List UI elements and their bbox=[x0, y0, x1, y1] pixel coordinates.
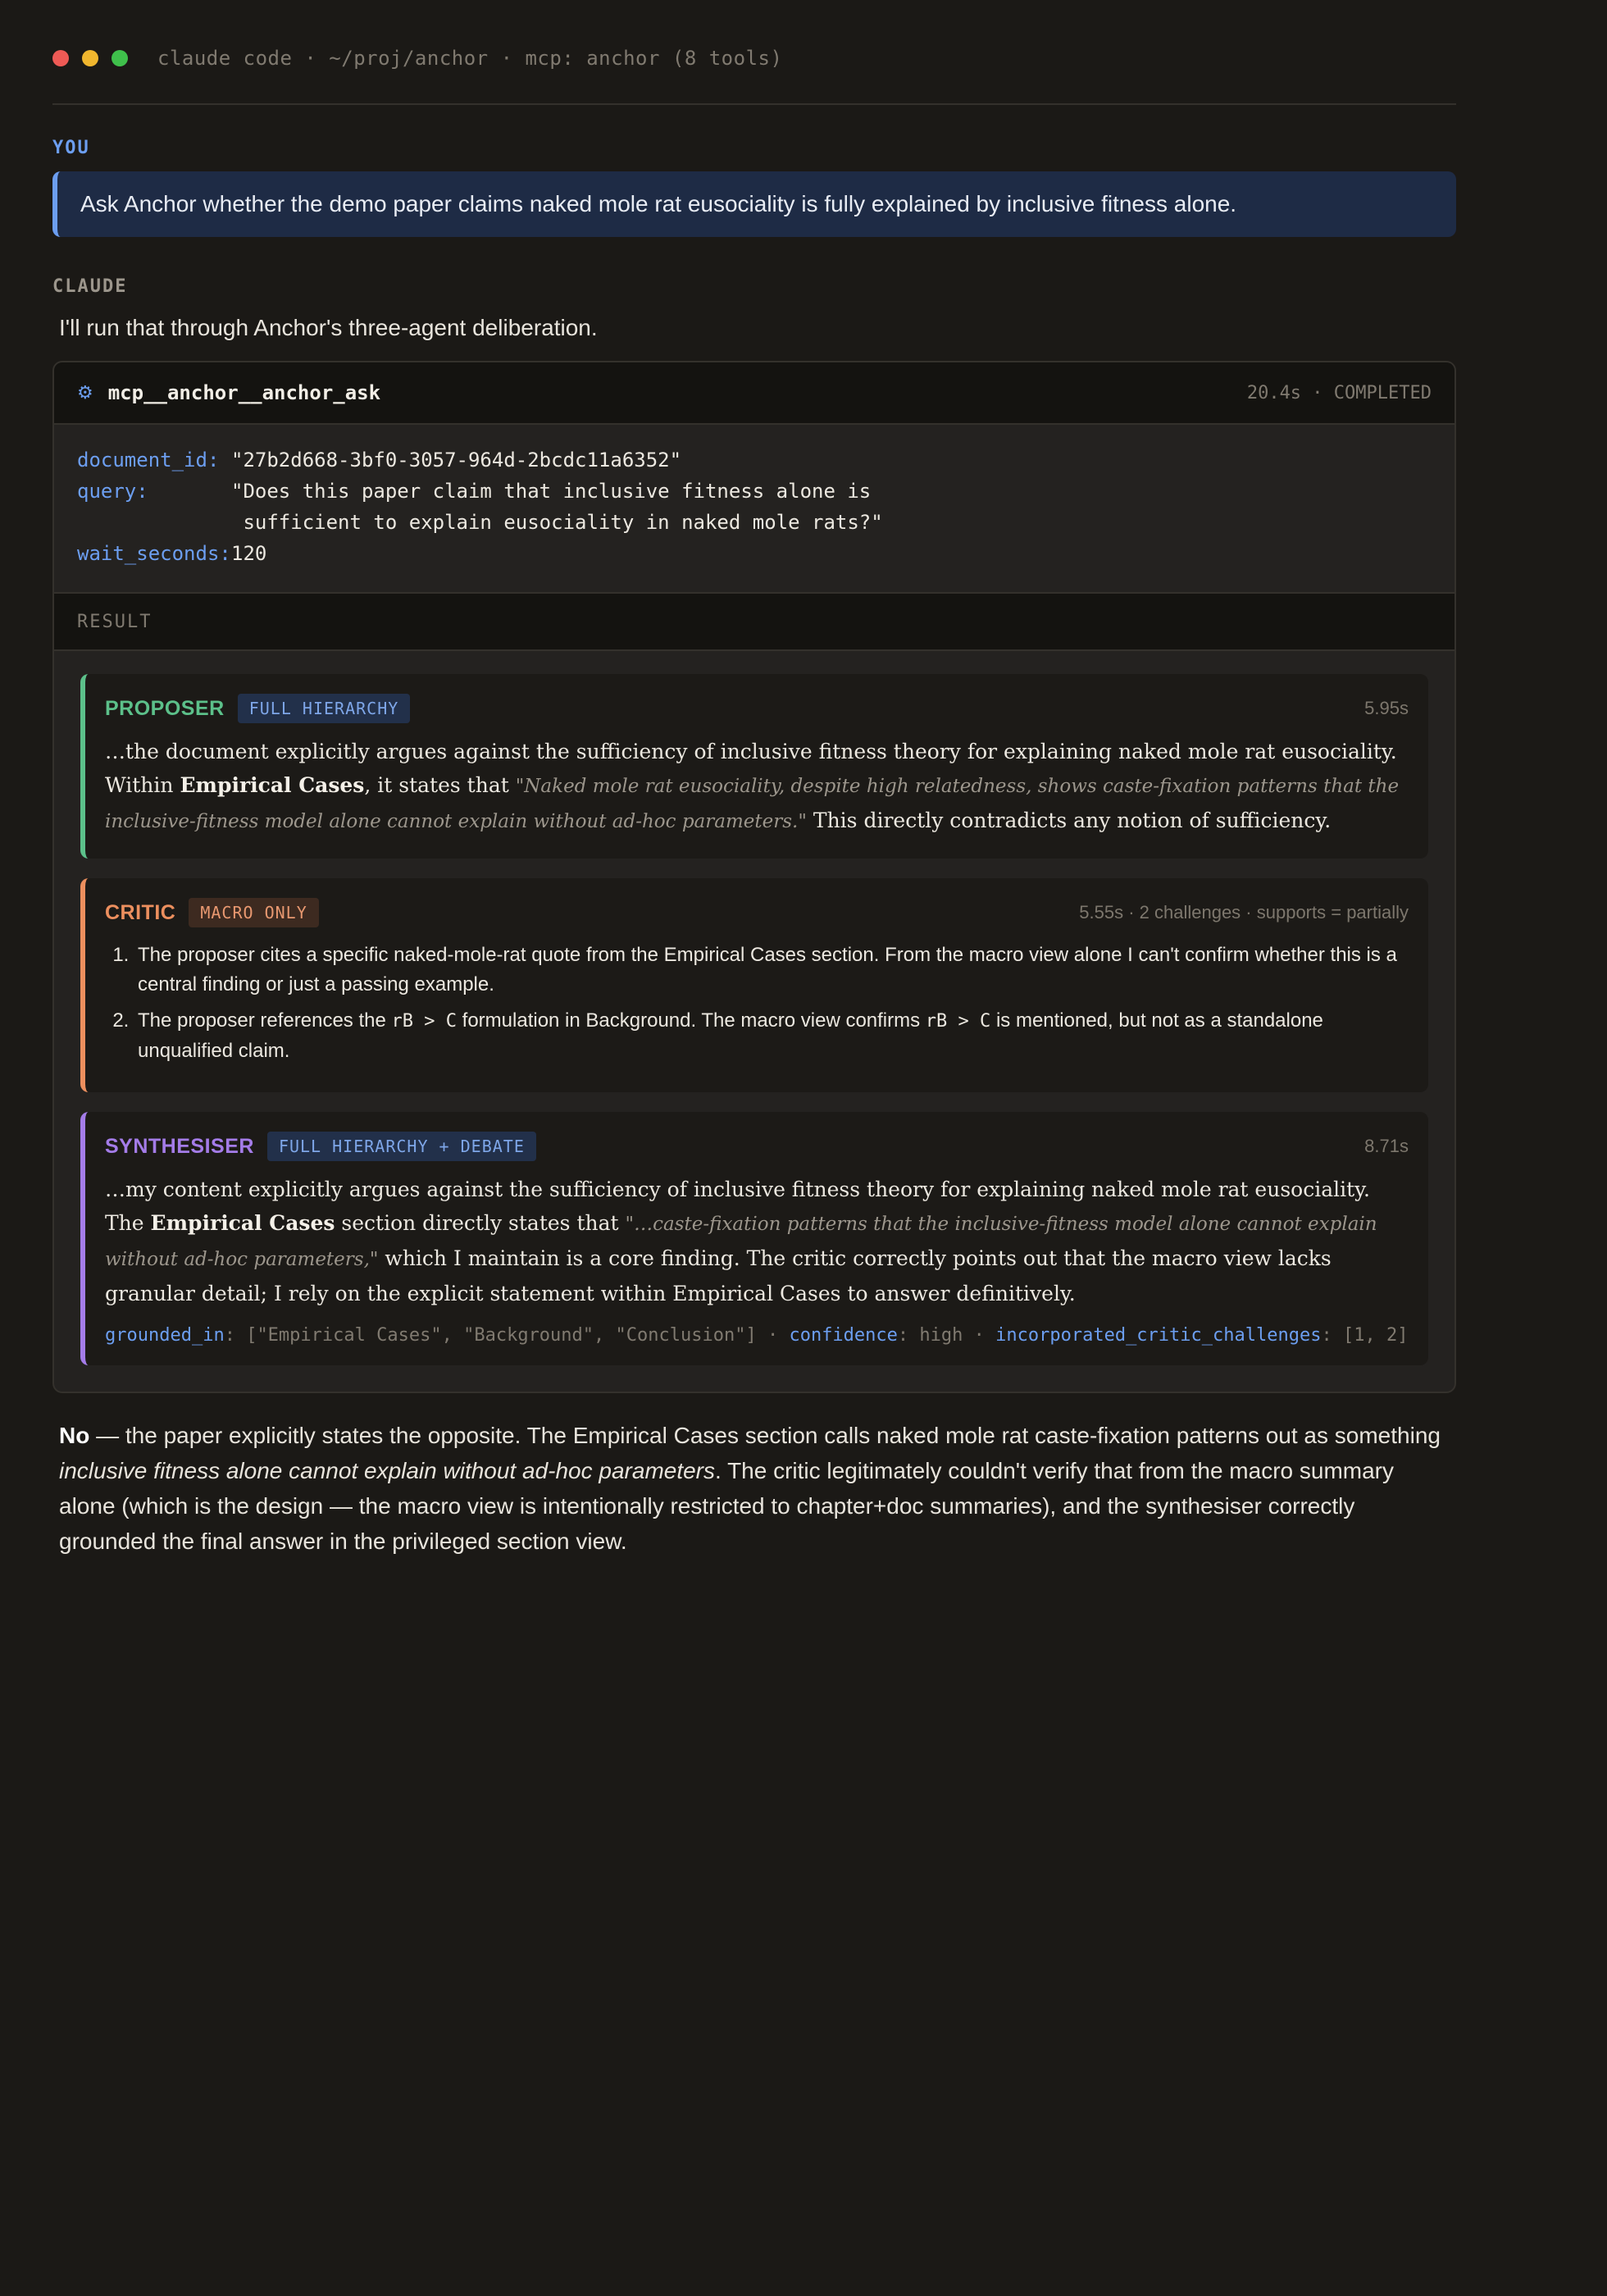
arg-key: wait_seconds: bbox=[77, 542, 231, 566]
agent-response: …the document explicitly argues against the sufficiency of inclusive fitness theory for explaining naked mole rat eusociality. Within Empirical Cases, it states that "Naked mole rat eusociality, despite high relatedness, shows caste-fixation patterns that the inclusive-fitness model alone cannot explain without ad-hoc parameters." This directly contradicts any notion of sufficiency. bbox=[105, 740, 1400, 833]
arg-value: sufficient to explain eusociality in naked mole rats?" bbox=[231, 511, 883, 535]
user-role-label: YOU bbox=[52, 138, 90, 158]
list-item: 2. The proposer references the rB > C formulation in Background. The macro view confirms rB > C is mentioned, but not as a standalone unqualified claim. bbox=[134, 1006, 1409, 1066]
agent-name: PROPOSER bbox=[105, 696, 225, 720]
scope-badge: FULL HIERARCHY + DEBATE bbox=[267, 1132, 536, 1161]
result-header: RESULT bbox=[54, 594, 1454, 651]
grounding-metadata: grounded_in: ["Empirical Cases", "Background", "Conclusion"] · confidence: high · incorporated_critic_challenges: [1, 2] bbox=[105, 1325, 1409, 1346]
critic-panel bbox=[80, 878, 1428, 1092]
arg-value: 120 bbox=[231, 542, 267, 566]
scope-badge: MACRO ONLY bbox=[189, 898, 318, 927]
arg-value: "Does this paper claim that inclusive fitness alone is bbox=[231, 480, 872, 503]
result-body bbox=[54, 651, 1454, 1392]
assistant-intro: I'll run that through Anchor's three-agent deliberation. bbox=[59, 315, 598, 341]
scope-badge: FULL HIERARCHY bbox=[238, 694, 411, 723]
gear-icon: ⚙ bbox=[77, 382, 93, 403]
arg-query bbox=[77, 476, 1432, 507]
final-answer: No — the paper explicitly states the opposite. The Empirical Cases section calls naked mole rat caste-fixation patterns out as something inclusive fitness alone cannot explain without ad-hoc parameters. The critic legitimately couldn't verify that from the macro summary alone (which is the design — the macro view is intentionally restricted to chapter+doc summaries), and the synthesiser correctly grounded the final answer in the privileged section view. bbox=[59, 1423, 1441, 1555]
tool-status: 20.4s · COMPLETED bbox=[1246, 382, 1432, 403]
tool-arguments bbox=[54, 425, 1454, 592]
quoted-passage: "…caste-fixation patterns that the inclusive-fitness model alone cannot explain without ad-hoc parameters," bbox=[105, 1214, 1377, 1271]
challenge-list bbox=[105, 941, 1409, 1066]
tool-call-header[interactable] bbox=[54, 362, 1454, 425]
arg-value: "27b2d668-3bf0-3057-964d-2bcdc11a6352" bbox=[231, 449, 682, 472]
agent-response: …my content explicitly argues against the sufficiency of inclusive fitness theory for explaining naked mole rat eusociality. The Empirical Cases section directly states that "…caste-fixation patterns that the inclusive-fitness model alone cannot explain without ad-hoc parameters," which I maintain is a core finding. The critic correctly points out that the macro view lacks granular detail; I rely on the explicit statement within Empirical Cases to answer definitively. bbox=[105, 1178, 1377, 1306]
maximize-window-button[interactable] bbox=[112, 50, 128, 66]
arg-key: query: bbox=[77, 480, 148, 503]
agent-name: CRITIC bbox=[105, 900, 176, 924]
title-bar bbox=[52, 0, 1456, 105]
conversation bbox=[52, 0, 1456, 1559]
arg-key: document_id: bbox=[77, 449, 220, 472]
arg-document-id bbox=[77, 444, 1432, 476]
user-message: Ask Anchor whether the demo paper claims naked mole rat eusociality is fully explained by inclusive fitness alone. bbox=[52, 171, 1456, 237]
window-title: claude code · ~/proj/anchor · mcp: anchor (8 tools) bbox=[157, 47, 783, 70]
close-window-button[interactable] bbox=[52, 50, 69, 66]
tool-call-card bbox=[52, 361, 1456, 594]
quoted-passage: "Naked mole rat eusociality, despite high relatedness, shows caste-fixation patterns that the inclusive-fitness model alone cannot explain without ad-hoc parameters." bbox=[105, 776, 1400, 833]
proposer-panel bbox=[80, 674, 1428, 859]
agent-timing: 8.71s bbox=[1364, 1136, 1409, 1157]
arg-wait-seconds bbox=[77, 538, 1432, 569]
agent-name: SYNTHESISER bbox=[105, 1134, 254, 1158]
result-card bbox=[52, 594, 1456, 1393]
agent-timing: 5.55s · 2 challenges · supports = partially bbox=[1079, 902, 1409, 923]
list-item: 1. The proposer cites a specific naked-mole-rat quote from the Empirical Cases section. From the macro view alone I can't confirm whether this is a central finding or just a passing example. bbox=[134, 941, 1409, 1000]
tool-name: mcp__anchor__anchor_ask bbox=[107, 381, 381, 405]
agent-timing: 5.95s bbox=[1364, 698, 1409, 719]
assistant-role-label: CLAUDE bbox=[52, 276, 128, 298]
minimize-window-button[interactable] bbox=[82, 50, 98, 66]
arg-query-continued bbox=[77, 507, 1432, 538]
synthesiser-panel bbox=[80, 1112, 1428, 1365]
